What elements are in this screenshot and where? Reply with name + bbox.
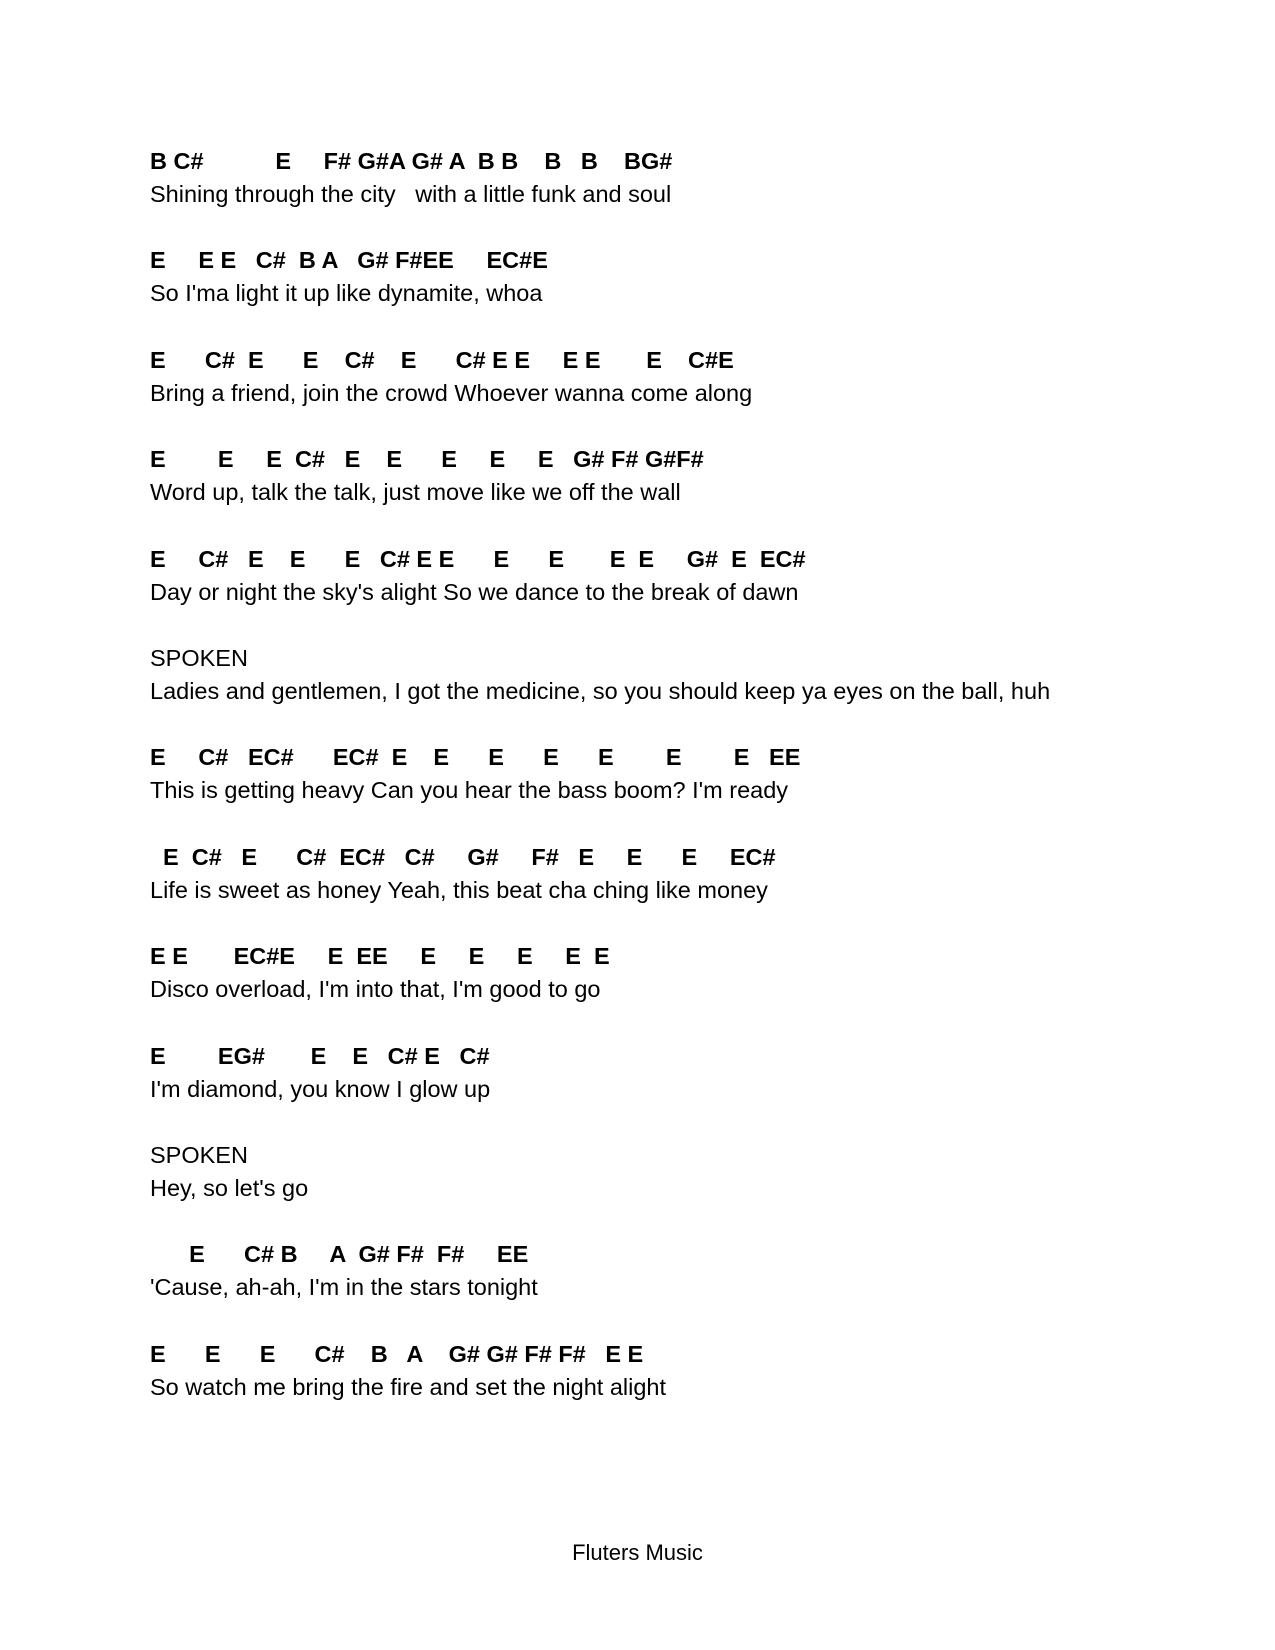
verse-block (150, 543, 1250, 642)
lyric-line: I'm diamond, you know I glow up (150, 1075, 491, 1102)
note-line: E C# E E C# E C# E E E E E C#E (150, 346, 734, 373)
note-line: E E E C# B A G# G# F# F# E E (150, 1340, 644, 1367)
footer-credit: Fluters Music (572, 1540, 703, 1565)
verse-block (150, 1338, 1250, 1437)
note-line: B C# E F# G#A G# A B B B B BG# (150, 148, 673, 174)
verse-block (150, 940, 1250, 1039)
lyric-line: This is getting heavy Can you hear the bass boom? I'm ready (150, 777, 789, 804)
verse-block (150, 1040, 1250, 1139)
spoken-line: Ladies and gentlemen, I got the medicine, so you should keep ya eyes on the ball, huh (150, 677, 1051, 704)
lyric-line: Day or night the sky's alight So we dance to the break of dawn (150, 578, 799, 605)
note-line: E E E C# B A G# F#EE EC#E (150, 247, 548, 274)
note-line: E C# B A G# F# F# EE (150, 1241, 529, 1268)
verse-block (150, 841, 1250, 940)
lyric-line: Shining through the city with a little funk and soul (150, 181, 672, 207)
note-line: E E E C# E E E E E G# F# G#F# (150, 446, 704, 473)
note-line: E EG# E E C# E C# (150, 1042, 490, 1069)
note-line: E C# EC# EC# E E E E E E E EE (150, 744, 801, 771)
lyric-line: Word up, talk the talk, just move like we off the wall (150, 479, 681, 506)
verse-block (150, 741, 1250, 840)
spoken-label: SPOKEN (150, 644, 248, 671)
spoken-block (150, 642, 1250, 741)
lyric-line: Life is sweet as honey Yeah, this beat cha ching like money (150, 876, 768, 903)
spoken-label: SPOKEN (150, 1141, 248, 1168)
note-line: E C# E C# EC# C# G# F# E E E EC# (150, 843, 776, 870)
verse-block (150, 244, 1250, 343)
spoken-block (150, 1139, 1250, 1238)
lyric-line: Bring a friend, join the crowd Whoever wanna come along (150, 379, 753, 406)
verse-block (150, 1238, 1250, 1337)
verse-block (150, 344, 1250, 443)
spoken-line: Hey, so let's go (150, 1174, 309, 1201)
verse-block (150, 145, 1250, 244)
lyric-line: So watch me bring the fire and set the night alight (150, 1373, 667, 1400)
lyric-line: Disco overload, I'm into that, I'm good to go (150, 976, 601, 1003)
verse-block (150, 443, 1250, 542)
lyric-line: 'Cause, ah-ah, I'm in the stars tonight (150, 1274, 538, 1301)
song-sheet (150, 145, 1250, 1437)
lyric-line: So I'ma light it up like dynamite, whoa (150, 280, 543, 307)
note-line: E E EC#E E EE E E E E E (150, 943, 610, 970)
note-line: E C# E E E C# E E E E E E G# E EC# (150, 545, 806, 572)
